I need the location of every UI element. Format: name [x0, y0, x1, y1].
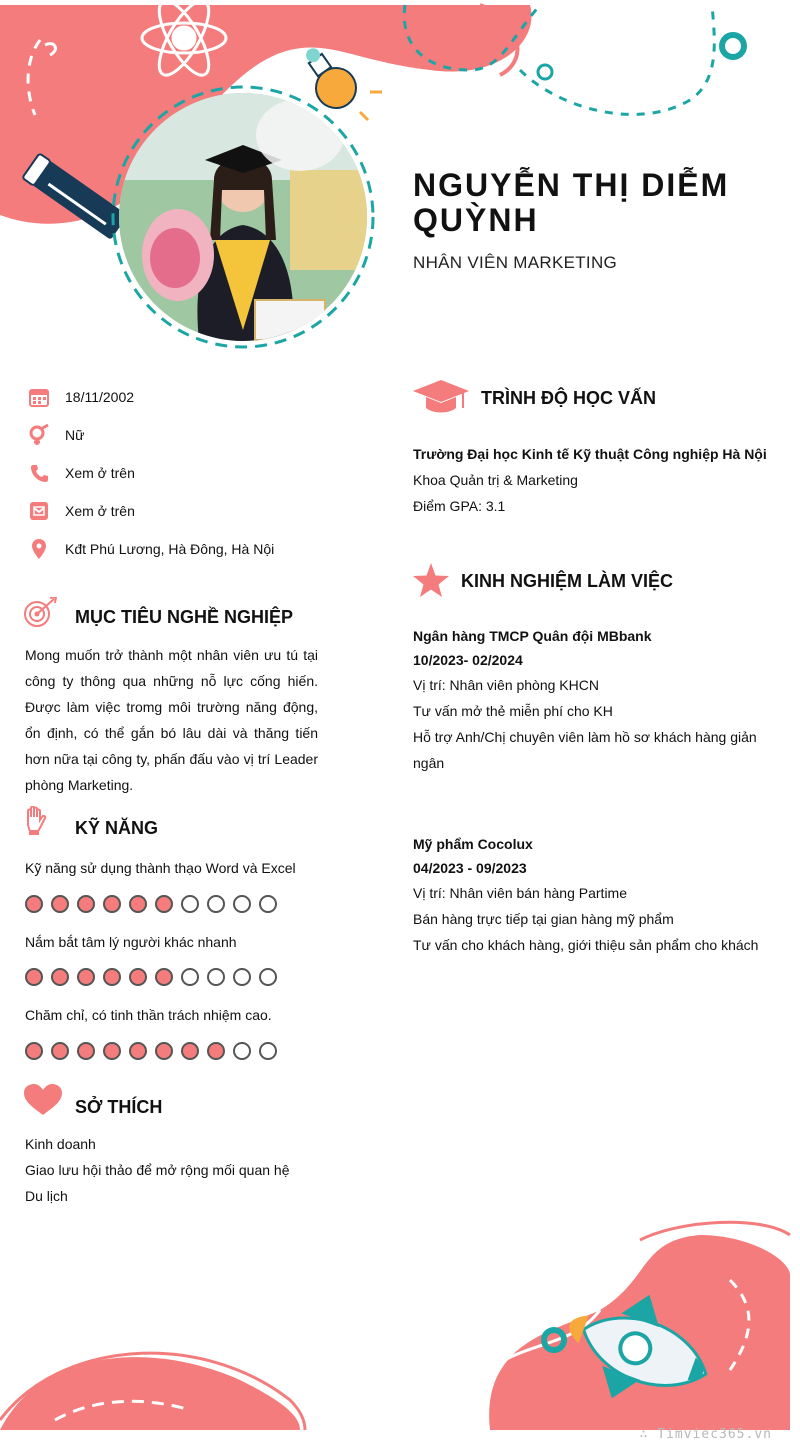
job-company: Mỹ phẩm Cocolux: [413, 836, 533, 852]
birthday-text: 18/11/2002: [65, 389, 135, 405]
job-period: 04/2023 - 09/2023: [413, 860, 527, 876]
job-line: Hỗ trợ Anh/Chị chuyên viên làm hồ sơ khách hàng giản ngân: [413, 729, 757, 771]
rating-dot-empty: [233, 1042, 251, 1060]
contact-gender: [28, 422, 348, 448]
education-details: [413, 441, 773, 519]
rating-dot-filled: [25, 895, 43, 913]
rating-dot-filled: [77, 1042, 95, 1060]
rating-dot-filled: [181, 1042, 199, 1060]
rating-dot-filled: [103, 968, 121, 986]
rating-dot-empty: [181, 895, 199, 913]
rating-dot-filled: [51, 895, 69, 913]
target-icon: [24, 597, 54, 627]
rating-dot-filled: [129, 968, 147, 986]
location-pin-icon: [28, 538, 50, 560]
rating-dot-empty: [259, 968, 277, 986]
rating-dot-filled: [129, 895, 147, 913]
email-icon: [28, 500, 50, 522]
job-period: 10/2023- 02/2024: [413, 652, 523, 668]
rating-dot-filled: [103, 895, 121, 913]
job-company: Ngân hàng TMCP Quân đội MBbank: [413, 628, 652, 644]
job-entry: [413, 832, 773, 958]
star-icon: [413, 563, 449, 602]
job-line: Tư vấn cho khách hàng, giới thiệu sản phẩm cho khách: [413, 937, 759, 953]
rating-dot-filled: [103, 1042, 121, 1060]
rating-dot-filled: [77, 895, 95, 913]
rating-dot-filled: [51, 968, 69, 986]
hand-icon: [24, 806, 48, 841]
job-line: Vị trí: Nhân viên phòng KHCN: [413, 677, 599, 693]
rating-dot-empty: [233, 895, 251, 913]
job-entry: [413, 624, 773, 776]
skill-label: Chăm chỉ, có tinh thần trách nhiệm cao.: [25, 1007, 272, 1023]
objective-text: Mong muốn trở thành một nhân viên ưu tú tại công ty thông qua những nỗ lực cống hiến. Được làm việc tromg môi trường năng động, ổn định, có thể gắn bó lâu dài và thăng tiến hơn nữa tại công ty, phấn đấu vào vị trí Leader phòng Marketing.: [25, 647, 318, 793]
rating-dot-filled: [155, 968, 173, 986]
rating-dot-empty: [233, 968, 251, 986]
watermark: ∴ Timviec365.vn: [639, 1427, 772, 1442]
heart-icon: [24, 1084, 62, 1121]
list-item: Kinh doanh: [25, 1136, 96, 1152]
job-line: Vị trí: Nhân viên bán hàng Partime: [413, 885, 628, 901]
gpa: Điểm GPA: 3.1: [413, 498, 506, 514]
contact-address: [28, 536, 348, 562]
rating-dot-filled: [77, 968, 95, 986]
contact-birthday: [28, 384, 348, 410]
email-text: Xem ở trên: [65, 503, 135, 519]
rating-dot-empty: [207, 968, 225, 986]
rating-dot-empty: [259, 895, 277, 913]
rating-dot-filled: [51, 1042, 69, 1060]
list-item: Giao lưu hội thảo để mở rộng mối quan hệ: [25, 1162, 290, 1178]
school-name: Trường Đại học Kinh tế Kỹ thuật Công nghiệp Hà Nội: [413, 446, 767, 462]
hobbies-title: SỞ THÍCH: [75, 1097, 163, 1117]
rating-dot-filled: [25, 968, 43, 986]
graduation-cap-icon: [413, 380, 469, 419]
skill-label: Kỹ năng sử dụng thành thạo Word và Excel: [25, 860, 296, 876]
rating-dot-filled: [207, 1042, 225, 1060]
gender-icon: [28, 424, 50, 446]
rating-dot-empty: [181, 968, 199, 986]
skill-rating: [25, 895, 277, 913]
rating-dot-filled: [155, 895, 173, 913]
rating-dot-filled: [155, 1042, 173, 1060]
calendar-icon: [28, 386, 50, 408]
rating-dot-empty: [259, 1042, 277, 1060]
hobbies-list: [25, 1131, 345, 1209]
job-title: NHÂN VIÊN MARKETING: [413, 253, 618, 272]
contact-email: [28, 498, 348, 524]
phone-icon: [28, 462, 50, 484]
education-title: TRÌNH ĐỘ HỌC VẤN: [481, 388, 656, 408]
gender-text: Nữ: [65, 427, 85, 443]
faculty: Khoa Quản trị & Marketing: [413, 472, 578, 488]
experience-title: KINH NGHIỆM LÀM VIỆC: [461, 571, 674, 591]
skill-rating: [25, 968, 277, 986]
rating-dot-filled: [25, 1042, 43, 1060]
skill-label: Nắm bắt tâm lý người khác nhanh: [25, 934, 237, 950]
contact-phone: [28, 460, 348, 486]
address-text: Kđt Phú Lương, Hà Đông, Hà Nội: [65, 541, 275, 557]
job-line: Tư vấn mở thẻ miễn phí cho KH: [413, 703, 613, 719]
objective-title: MỤC TIÊU NGHỀ NGHIỆP: [75, 607, 294, 627]
bottom-decoration: [0, 1200, 800, 1450]
rating-dot-filled: [129, 1042, 147, 1060]
list-item: Du lịch: [25, 1188, 68, 1204]
candidate-name: NGUYỄN THỊ DIỄM QUỲNH: [413, 167, 730, 238]
skill-rating: [25, 1042, 277, 1060]
rating-dot-empty: [207, 895, 225, 913]
job-line: Bán hàng trực tiếp tại gian hàng mỹ phẩm: [413, 911, 674, 927]
phone-text: Xem ở trên: [65, 465, 135, 481]
skills-title: KỸ NĂNG: [75, 818, 159, 838]
